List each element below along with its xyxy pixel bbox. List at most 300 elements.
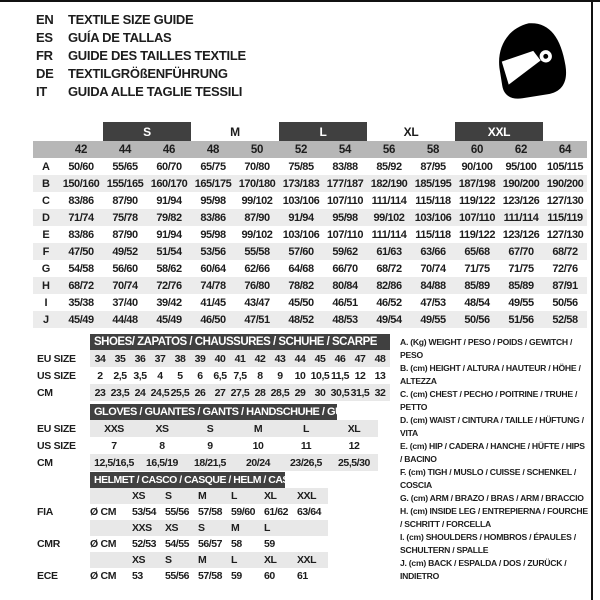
- gloves-cell: 11: [300, 439, 312, 452]
- helmet-size-header: XL: [264, 554, 277, 566]
- table-cell: 75/85: [288, 160, 314, 173]
- helmet-cell: 55/56: [165, 570, 190, 582]
- table-cell: 80/84: [332, 279, 358, 292]
- shoes-cell: 43: [274, 352, 286, 365]
- language-code: EN: [36, 11, 54, 27]
- column-header: 60: [470, 143, 484, 156]
- helmet-size-header: M: [198, 490, 207, 502]
- language-row: [36, 46, 246, 64]
- helmet-cell: 59: [264, 538, 275, 550]
- helmet-cell: 63/64: [297, 506, 322, 518]
- table-cell: 127/130: [546, 228, 584, 241]
- row-letter: D: [42, 211, 50, 224]
- shoes-cell: 32: [374, 386, 386, 399]
- helmet-cell: 57/58: [198, 506, 223, 518]
- helmet-cell: 59: [231, 570, 242, 582]
- helmet-cell: 55/56: [165, 506, 190, 518]
- gloves-cell: 20/24: [245, 456, 271, 469]
- shoes-table: [33, 334, 390, 401]
- language-title: GUIDE DES TAILLES TEXTILE: [68, 47, 246, 63]
- language-title: TEXTILGRÖßENFÜHRUNG: [68, 65, 228, 81]
- gloves-cell: 7: [111, 439, 117, 452]
- table-cell: 123/126: [502, 228, 540, 241]
- row-letter: A: [42, 160, 50, 173]
- shoes-cell: 12: [354, 369, 366, 382]
- page-right-border: [591, 0, 593, 600]
- shoes-cell: 5: [177, 369, 183, 382]
- shoes-cell: 45: [314, 352, 326, 365]
- table-cell: 55/65: [112, 160, 138, 173]
- table-cell: 83/86: [200, 211, 226, 224]
- table-cell: 47/53: [420, 296, 446, 309]
- column-header: 52: [294, 143, 308, 156]
- helmet-size-header: XS: [132, 554, 146, 566]
- table-cell: 90/100: [461, 160, 493, 173]
- shoes-cell: 31,5: [350, 386, 370, 399]
- language-row: [36, 82, 246, 100]
- table-cell: 74/78: [200, 279, 226, 292]
- helmet-cell: [295, 536, 328, 552]
- table-cell: 60/70: [156, 160, 182, 173]
- helmet-unit-label: Ø CM: [90, 570, 117, 582]
- table-cell: 119/122: [458, 194, 495, 207]
- shoes-cell: 10,5: [310, 369, 330, 382]
- helmet-size-header: L: [231, 490, 237, 502]
- table-cell: 71/74: [68, 211, 94, 224]
- table-cell: 65/75: [200, 160, 226, 173]
- shoes-cell: 6: [197, 369, 203, 382]
- shoes-cell: 47: [354, 352, 366, 365]
- row-letter: B: [42, 177, 50, 190]
- language-list: [36, 10, 246, 100]
- table-cell: 64/68: [288, 262, 314, 275]
- shoes-cell: 23: [94, 386, 106, 399]
- shoes-row: [33, 384, 390, 401]
- table-cell: 111/114: [371, 194, 407, 207]
- table-cell: 95/98: [200, 194, 226, 207]
- size-group-l: L: [279, 122, 367, 141]
- table-cell: 72/76: [156, 279, 182, 292]
- language-code: IT: [36, 83, 47, 99]
- helmet-size-header: XXS: [132, 522, 152, 534]
- language-title: GUÍA DE TALLAS: [68, 29, 172, 45]
- gloves-cell: M: [253, 422, 263, 435]
- shoes-cell: 30,5: [330, 386, 350, 399]
- shoes-row: [33, 350, 390, 367]
- table-cell: 155/165: [106, 177, 144, 190]
- table-cell: 63/66: [420, 245, 446, 258]
- helmet-unit-label: Ø CM: [90, 506, 117, 518]
- helmet-size-header: L: [231, 554, 237, 566]
- shoes-row-values: [90, 384, 390, 401]
- table-cell: 47/51: [244, 313, 270, 326]
- gloves-cell: 12,5/16,5: [94, 456, 134, 469]
- table-cell: 49/52: [112, 245, 138, 258]
- table-cell: 51/54: [156, 245, 182, 258]
- column-header: 64: [558, 143, 572, 156]
- table-cell: 115/119: [547, 211, 583, 224]
- table-cell: 71/75: [508, 262, 534, 275]
- shoes-row-label: US SIZE: [37, 369, 76, 382]
- gloves-row: [33, 437, 378, 454]
- shoes-cell: 28,5: [270, 386, 290, 399]
- helmet-grid: [33, 488, 328, 584]
- table-cell: 70/74: [420, 262, 446, 275]
- helmet-size-header: XS: [165, 522, 179, 534]
- table-cell: 46/50: [200, 313, 226, 326]
- table-cell: 111/114: [371, 228, 407, 241]
- measurement-legend: [400, 336, 588, 583]
- shoes-cell: 37: [154, 352, 166, 365]
- gloves-table: [33, 404, 378, 471]
- table-cell: 46/52: [376, 296, 402, 309]
- table-cell: 103/106: [414, 211, 452, 224]
- table-cell: 105/115: [546, 160, 583, 173]
- table-cell: 99/102: [241, 194, 273, 207]
- table-cell: 46/51: [332, 296, 358, 309]
- table-cell: 45/49: [68, 313, 94, 326]
- gloves-title: GLOVES / GUANTES / GANTS / HANDSCHUHE / GUANTI: [90, 404, 337, 420]
- gloves-cell: XL: [347, 422, 361, 435]
- table-cell: 48/53: [332, 313, 358, 326]
- helmet-size-header: M: [198, 554, 207, 566]
- size-group-m: M: [230, 124, 240, 139]
- table-cell: 119/122: [458, 228, 495, 241]
- shoes-cell: 24,5: [150, 386, 170, 399]
- table-cell: 111/114: [503, 211, 539, 224]
- table-cell: 173/183: [282, 177, 320, 190]
- helmet-size-header: M: [231, 522, 240, 534]
- gloves-row-values: [90, 454, 378, 471]
- gloves-row-label: EU SIZE: [37, 422, 76, 435]
- shoes-cell: 36: [134, 352, 146, 365]
- table-cell: 103/106: [282, 228, 320, 241]
- table-cell: 83/86: [68, 228, 94, 241]
- table-cell: 62/66: [244, 262, 270, 275]
- gloves-cell: XS: [155, 422, 169, 435]
- table-cell: 87/90: [244, 211, 270, 224]
- table-cell: 72/76: [552, 262, 578, 275]
- column-header: 48: [206, 143, 220, 156]
- helmet-cell: 53/54: [132, 506, 157, 518]
- row-letter: J: [42, 313, 50, 326]
- table-cell: 43/47: [244, 296, 270, 309]
- table-cell: 53/56: [200, 245, 226, 258]
- shoes-cell: 2: [97, 369, 103, 382]
- table-cell: 107/110: [326, 194, 363, 207]
- table-cell: 115/118: [415, 228, 451, 241]
- table-cell: 165/175: [194, 177, 232, 190]
- table-cell: 49/54: [376, 313, 402, 326]
- helmet-size-header: XS: [132, 490, 146, 502]
- shoes-cell: 4: [157, 369, 163, 382]
- table-cell: 49/55: [420, 313, 446, 326]
- table-cell: 41/45: [200, 296, 226, 309]
- table-cell: 48/52: [288, 313, 314, 326]
- table-cell: 103/106: [282, 194, 320, 207]
- gloves-cell: 18/21,5: [194, 456, 226, 469]
- table-cell: 78/82: [288, 279, 314, 292]
- language-row: [36, 28, 246, 46]
- table-cell: 95/100: [505, 160, 537, 173]
- table-cell: 45/49: [156, 313, 182, 326]
- table-cell: 66/70: [332, 262, 358, 275]
- shoes-cell: 24: [134, 386, 146, 399]
- table-cell: 58/62: [156, 262, 182, 275]
- shoes-cell: 28: [254, 386, 266, 399]
- helmet-cell: 58: [231, 538, 242, 550]
- table-cell: 123/126: [502, 194, 540, 207]
- column-header: 46: [162, 143, 176, 156]
- table-cell: 37/40: [112, 296, 138, 309]
- table-cell: 83/88: [332, 160, 358, 173]
- table-cell: 50/56: [552, 296, 578, 309]
- gloves-cell: 8: [159, 439, 165, 452]
- table-cell: 107/110: [326, 228, 363, 241]
- shoes-cell: 27,5: [230, 386, 250, 399]
- gloves-row-values: [90, 420, 378, 437]
- shoes-row-label: EU SIZE: [37, 352, 76, 365]
- legend-item: I. (cm) SHOULDERS / HOMBROS / ÉPAULES / SCHULTERN / SPALLE: [400, 532, 576, 555]
- gloves-rows: [33, 420, 378, 471]
- row-letter: I: [44, 296, 48, 309]
- helmet-cell: 53: [132, 570, 143, 582]
- helmet-standard-label: CMR: [37, 538, 61, 550]
- table-cell: 85/92: [376, 160, 402, 173]
- helmet-size-header: XXL: [297, 554, 317, 566]
- table-cell: 150/160: [62, 177, 100, 190]
- shoes-cell: 8: [257, 369, 263, 382]
- gloves-row: [33, 420, 378, 437]
- shoes-row-values: [90, 367, 390, 384]
- helmet-size-header: S: [165, 490, 172, 502]
- legend-item: H. (cm) INSIDE LEG / ENTREPIERNA / FOURCHE / SCHRITT / FORCELLA: [400, 506, 588, 529]
- helmet-cell: 61: [297, 570, 308, 582]
- gloves-cell: S: [206, 422, 214, 435]
- column-header: 58: [426, 143, 440, 156]
- table-cell: 87/90: [112, 228, 138, 241]
- helmet-size-header: [295, 520, 328, 536]
- column-header: 62: [514, 143, 528, 156]
- table-cell: 75/78: [112, 211, 138, 224]
- table-cell: 91/94: [156, 194, 182, 207]
- table-cell: 185/195: [414, 177, 452, 190]
- table-cell: 49/55: [508, 296, 534, 309]
- row-letter: H: [42, 279, 50, 292]
- row-letter: C: [42, 194, 50, 207]
- table-cell: 51/56: [508, 313, 534, 326]
- table-cell: 170/180: [238, 177, 276, 190]
- language-code: FR: [36, 47, 53, 63]
- size-group-xxl: XXL: [455, 122, 543, 141]
- table-cell: 87/95: [420, 160, 446, 173]
- shoes-cell: 25,5: [170, 386, 190, 399]
- legend-item: B. (cm) HEIGHT / ALTURA / HAUTEUR / HÖHE / ALTEZZA: [400, 363, 581, 386]
- language-row: [36, 64, 246, 82]
- gloves-cell: 25,5/30: [338, 456, 370, 469]
- helmet-cell: 57/58: [198, 570, 223, 582]
- shoes-cell: 6,5: [213, 369, 227, 382]
- table-cell: 87/90: [112, 194, 138, 207]
- column-header: 44: [118, 143, 132, 156]
- helmet-size-header: XL: [264, 490, 277, 502]
- table-cell: 48/54: [464, 296, 490, 309]
- table-cell: 85/89: [464, 279, 490, 292]
- row-letter: G: [41, 262, 51, 275]
- helmet-cell: 61/62: [264, 506, 289, 518]
- table-cell: 83/86: [68, 194, 94, 207]
- table-cell: 71/75: [464, 262, 490, 275]
- textile-table: [33, 122, 587, 328]
- gloves-cell: XXS: [104, 422, 124, 435]
- table-cell: 59/62: [332, 245, 358, 258]
- column-header: 54: [338, 143, 352, 156]
- legend-item: F. (cm) TIGH / MUSLO / CUISSE / SCHENKEL / COSCIA: [400, 467, 577, 490]
- legend-item: E. (cm) HIP / CADERA / HANCHE / HÜFTE / HIPS / BACINO: [400, 441, 585, 464]
- helmet-icon: [488, 12, 570, 106]
- helmet-cell: 59/60: [231, 506, 256, 518]
- table-cell: 160/170: [150, 177, 188, 190]
- page-top-border: [0, 0, 600, 2]
- legend-item: A. (Kg) WEIGHT / PESO / POIDS / GEWITCH / PESO: [400, 337, 573, 360]
- helmet-unit-label: Ø CM: [90, 538, 117, 550]
- gloves-row-label: CM: [37, 456, 53, 469]
- language-title: GUIDA ALLE TAGLIE TESSILI: [68, 83, 243, 99]
- legend-item: G. (cm) ARM / BRAZO / BRAS / ARM / BRACCIO: [400, 493, 584, 503]
- legend-item: C. (cm) CHEST / PECHO / POITRINE / TRUHE / PETTO: [400, 389, 578, 412]
- table-cell: 95/98: [200, 228, 226, 241]
- helmet-size-header: S: [198, 522, 205, 534]
- gloves-cell: 23/26,5: [290, 456, 322, 469]
- shoes-cell: 46: [334, 352, 346, 365]
- size-group-s: S: [103, 122, 191, 141]
- helmet-size-header: XXL: [297, 490, 317, 502]
- table-cell: 70/74: [112, 279, 138, 292]
- table-cell: 47/50: [68, 245, 94, 258]
- column-header: 56: [382, 143, 396, 156]
- table-cell: 50/60: [68, 160, 94, 173]
- table-cell: 45/50: [288, 296, 314, 309]
- helmet-standard-label: ECE: [37, 570, 58, 582]
- helmet-cell: 54/55: [165, 538, 190, 550]
- shoes-cell: 41: [234, 352, 246, 365]
- column-header: 42: [74, 143, 88, 156]
- row-letter: F: [42, 245, 50, 258]
- shoes-row: [33, 367, 390, 384]
- gloves-row: [33, 454, 378, 471]
- table-cell: 65/68: [464, 245, 490, 258]
- gloves-row-values: [90, 437, 378, 454]
- shoes-title: SHOES/ ZAPATOS / CHAUSSURES / SCHUHE / SCARPE: [90, 334, 390, 350]
- legend-item: J. (cm) BACK / ESPALDA / DOS / ZURÜCK / INDIETRO: [400, 558, 567, 581]
- helmet-cell: 56/57: [198, 538, 223, 550]
- table-cell: 52/58: [552, 313, 578, 326]
- table-cell: 68/72: [552, 245, 578, 258]
- table-cell: 61/63: [376, 245, 402, 258]
- shoes-cell: 10: [294, 369, 306, 382]
- shoes-cell: 7,5: [233, 369, 247, 382]
- row-letter: E: [42, 228, 50, 241]
- shoes-row-values: [90, 350, 390, 367]
- column-header: 50: [250, 143, 264, 156]
- table-cell: 190/200: [502, 177, 540, 190]
- table-cell: 67/70: [508, 245, 534, 258]
- helmet-size-header: S: [165, 554, 172, 566]
- gloves-cell: 12: [348, 439, 360, 452]
- table-cell: 187/198: [458, 177, 496, 190]
- shoes-cell: 11,5: [330, 369, 350, 382]
- shoes-cell: 35: [114, 352, 126, 365]
- table-cell: 54/58: [68, 262, 94, 275]
- table-cell: 107/110: [458, 211, 495, 224]
- language-row: [36, 10, 246, 28]
- table-cell: 50/56: [464, 313, 490, 326]
- gloves-cell: 16,5/19: [146, 456, 178, 469]
- helmet-title: HELMET / CASCO / CASQUE / HELM / CASCO: [90, 472, 285, 488]
- shoes-cell: 23,5: [110, 386, 130, 399]
- legend-item: D. (cm) WAIST / CINTURA / TAILLE / HÜFTUNG / VITA: [400, 415, 584, 438]
- table-cell: 76/80: [244, 279, 270, 292]
- helmet-cell: 60: [264, 570, 275, 582]
- table-cell: 68/72: [376, 262, 402, 275]
- shoes-cell: 38: [174, 352, 186, 365]
- shoes-cell: 48: [374, 352, 386, 365]
- helmet-size-header: L: [264, 522, 270, 534]
- shoes-cell: 30: [314, 386, 326, 399]
- shoes-cell: 27: [214, 386, 226, 399]
- table-cell: 99/102: [241, 228, 273, 241]
- table-cell: 55/58: [244, 245, 270, 258]
- table-cell: 182/190: [370, 177, 408, 190]
- shoes-cell: 2,5: [113, 369, 127, 382]
- table-cell: 115/118: [415, 194, 451, 207]
- table-cell: 68/72: [68, 279, 94, 292]
- table-cell: 79/82: [156, 211, 182, 224]
- table-cell: 56/60: [112, 262, 138, 275]
- shoes-row-label: CM: [37, 386, 53, 399]
- helmet-cell: 52/53: [132, 538, 157, 550]
- table-cell: 127/130: [546, 194, 584, 207]
- shoes-cell: 39: [194, 352, 206, 365]
- table-cell: 177/187: [326, 177, 364, 190]
- table-cell: 39/42: [156, 296, 182, 309]
- table-cell: 91/94: [288, 211, 314, 224]
- language-title: TEXTILE SIZE GUIDE: [68, 11, 194, 27]
- helmet-table: [33, 472, 328, 584]
- table-cell: 44/48: [112, 313, 138, 326]
- gloves-cell: 9: [207, 439, 213, 452]
- shoes-cell: 3,5: [133, 369, 147, 382]
- shoes-rows: [33, 350, 390, 401]
- table-cell: 87/91: [552, 279, 578, 292]
- shoes-cell: 26: [194, 386, 206, 399]
- shoes-cell: 29: [294, 386, 306, 399]
- table-cell: 99/102: [373, 211, 405, 224]
- size-group-xl: XL: [403, 124, 419, 139]
- language-code: DE: [36, 65, 54, 81]
- table-cell: 91/94: [156, 228, 182, 241]
- shoes-cell: 9: [277, 369, 283, 382]
- gloves-row-label: US SIZE: [37, 439, 76, 452]
- gloves-cell: L: [303, 422, 309, 435]
- gloves-cell: 10: [252, 439, 264, 452]
- shoes-cell: 13: [374, 369, 386, 382]
- table-cell: 82/86: [376, 279, 402, 292]
- helmet-standard-label: FIA: [37, 506, 54, 518]
- table-cell: 190/200: [546, 177, 584, 190]
- table-cell: 57/60: [288, 245, 314, 258]
- shoes-cell: 40: [214, 352, 226, 365]
